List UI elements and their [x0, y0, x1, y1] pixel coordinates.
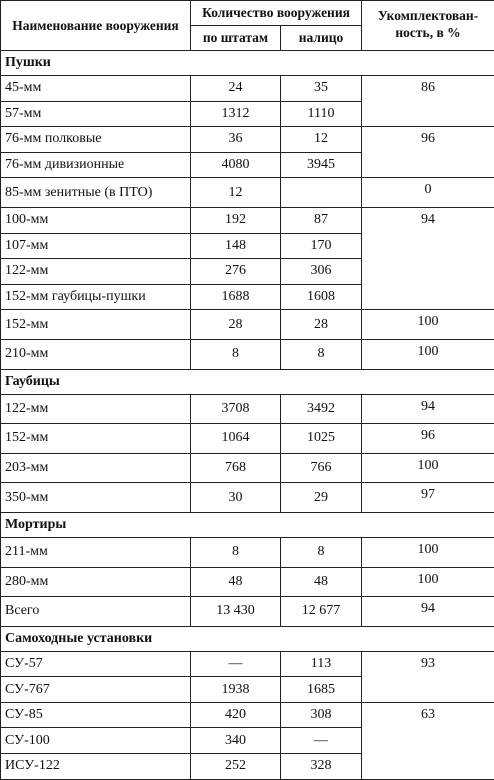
table-row [1, 310, 494, 340]
table-row [1, 424, 494, 454]
on-hand-cell: 35 [281, 76, 362, 102]
section-row [1, 626, 494, 651]
completeness-cell: 94 [362, 597, 494, 627]
completeness-cell: 86 [362, 76, 494, 127]
weapon-name-cell: 152-мм [1, 424, 191, 454]
weapon-name-cell: 100-мм [1, 207, 191, 233]
section-title: Самоходные установки [1, 626, 494, 651]
on-hand-cell: 28 [281, 310, 362, 340]
on-hand-cell: 3492 [281, 394, 362, 424]
on-hand-cell: 1608 [281, 284, 362, 310]
by-staff-cell: 13 430 [191, 597, 281, 627]
table-row [1, 651, 494, 677]
completeness-cell: 100 [362, 567, 494, 597]
weapon-name-cell: ИСУ-122 [1, 754, 191, 780]
section-row [1, 512, 494, 537]
weapon-name-cell: 280-мм [1, 567, 191, 597]
by-staff-cell: 8 [191, 537, 281, 567]
table-body [1, 51, 494, 780]
by-staff-cell: 340 [191, 728, 281, 754]
on-hand-cell: 8 [281, 339, 362, 369]
weapon-name-cell: 350-мм [1, 483, 191, 513]
completeness-cell: 94 [362, 394, 494, 424]
header-completeness: Укомплектован-ность, в % [362, 1, 494, 51]
on-hand-cell: 1025 [281, 424, 362, 454]
table-row [1, 453, 494, 483]
by-staff-cell: 1312 [191, 101, 281, 127]
table-row [1, 207, 494, 233]
on-hand-cell: 3945 [281, 152, 362, 178]
section-row [1, 51, 494, 76]
table-row [1, 567, 494, 597]
weapon-name-cell: 152-мм гаубицы-пушки [1, 284, 191, 310]
header-by-staff: по штатам [191, 26, 281, 51]
by-staff-cell: 420 [191, 702, 281, 728]
on-hand-cell: 766 [281, 453, 362, 483]
table-row [1, 702, 494, 728]
weapon-name-cell: 122-мм [1, 394, 191, 424]
weapon-name-cell: СУ-100 [1, 728, 191, 754]
weapon-name-cell: 76-мм полковые [1, 127, 191, 153]
completeness-cell: 100 [362, 453, 494, 483]
on-hand-cell [281, 178, 362, 208]
by-staff-cell: 276 [191, 259, 281, 285]
by-staff-cell: 24 [191, 76, 281, 102]
weapon-name-cell: 45-мм [1, 76, 191, 102]
completeness-cell: 94 [362, 207, 494, 309]
section-row [1, 369, 494, 394]
section-title: Пушки [1, 51, 494, 76]
on-hand-cell: 170 [281, 233, 362, 259]
weapon-name-cell: 210-мм [1, 339, 191, 369]
by-staff-cell: 252 [191, 754, 281, 780]
table-row [1, 394, 494, 424]
by-staff-cell: 1688 [191, 284, 281, 310]
by-staff-cell: 36 [191, 127, 281, 153]
header-name: Наименование вооружения [1, 1, 191, 51]
weapon-name-cell: СУ-85 [1, 702, 191, 728]
table-row [1, 339, 494, 369]
completeness-cell: 96 [362, 424, 494, 454]
table-row [1, 483, 494, 513]
header-on-hand: налицо [281, 26, 362, 51]
by-staff-cell: 48 [191, 567, 281, 597]
completeness-cell: 97 [362, 483, 494, 513]
completeness-cell: 0 [362, 178, 494, 208]
by-staff-cell: 768 [191, 453, 281, 483]
by-staff-cell: 3708 [191, 394, 281, 424]
completeness-cell: 93 [362, 651, 494, 702]
by-staff-cell: 148 [191, 233, 281, 259]
weapon-name-cell: СУ-57 [1, 651, 191, 677]
on-hand-cell: 87 [281, 207, 362, 233]
table-row [1, 76, 494, 102]
completeness-cell: 63 [362, 702, 494, 779]
weapon-name-cell: 152-мм [1, 310, 191, 340]
table-row [1, 127, 494, 153]
on-hand-cell: 29 [281, 483, 362, 513]
by-staff-cell: 192 [191, 207, 281, 233]
weapon-name-cell: 76-мм дивизионные [1, 152, 191, 178]
on-hand-cell: 308 [281, 702, 362, 728]
header-row-top [1, 1, 494, 26]
section-title: Гаубицы [1, 369, 494, 394]
by-staff-cell: 8 [191, 339, 281, 369]
on-hand-cell: 12 [281, 127, 362, 153]
weapon-name-cell: 203-мм [1, 453, 191, 483]
on-hand-cell: 8 [281, 537, 362, 567]
table-row [1, 178, 494, 208]
weapon-name-cell: 122-мм [1, 259, 191, 285]
by-staff-cell: 1938 [191, 677, 281, 703]
on-hand-cell: 328 [281, 754, 362, 780]
completeness-cell: 96 [362, 127, 494, 178]
section-title: Мортиры [1, 512, 494, 537]
completeness-cell: 100 [362, 537, 494, 567]
on-hand-cell: — [281, 728, 362, 754]
completeness-cell: 100 [362, 339, 494, 369]
weapon-name-cell: 57-мм [1, 101, 191, 127]
table-row [1, 597, 494, 627]
weapon-name-cell: 85-мм зенитные (в ПТО) [1, 178, 191, 208]
weapon-name-cell: 107-мм [1, 233, 191, 259]
by-staff-cell: — [191, 651, 281, 677]
header-quantity: Количество вооружения [191, 1, 362, 26]
completeness-cell: 100 [362, 310, 494, 340]
weapon-name-cell: Всего [1, 597, 191, 627]
by-staff-cell: 12 [191, 178, 281, 208]
table-row [1, 537, 494, 567]
weapon-name-cell: 211-мм [1, 537, 191, 567]
on-hand-cell: 306 [281, 259, 362, 285]
weapon-name-cell: СУ-767 [1, 677, 191, 703]
on-hand-cell: 1110 [281, 101, 362, 127]
on-hand-cell: 48 [281, 567, 362, 597]
on-hand-cell: 1685 [281, 677, 362, 703]
on-hand-cell: 12 677 [281, 597, 362, 627]
by-staff-cell: 4080 [191, 152, 281, 178]
by-staff-cell: 1064 [191, 424, 281, 454]
by-staff-cell: 30 [191, 483, 281, 513]
on-hand-cell: 113 [281, 651, 362, 677]
by-staff-cell: 28 [191, 310, 281, 340]
